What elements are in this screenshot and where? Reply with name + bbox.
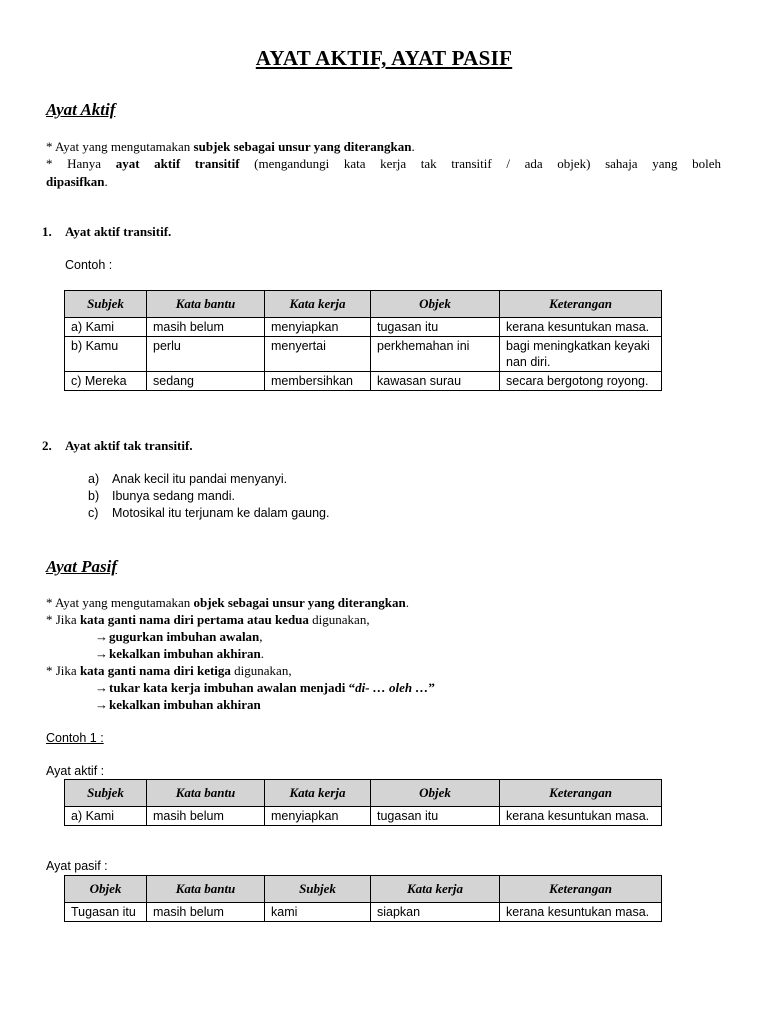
- table-cell: masih belum: [147, 903, 265, 922]
- text: ,: [259, 629, 263, 644]
- aktif-paragraph-2-line1: [46, 155, 721, 172]
- list-number-1: 1.: [42, 224, 52, 239]
- text: * Ayat yang mengutamakan: [46, 595, 194, 610]
- section-heading-aktif: Ayat Aktif: [46, 100, 116, 119]
- column-header: Kata kerja: [265, 780, 371, 807]
- list-text: Motosikal itu terjunam ke dalam gaung.: [112, 506, 330, 520]
- table-row: [65, 372, 662, 391]
- table-cell: tugasan itu: [371, 318, 500, 337]
- text: digunakan,: [230, 663, 292, 678]
- table-cell: tugasan itu: [371, 807, 500, 826]
- bold-text: ayat aktif transitif: [115, 156, 240, 171]
- table-cell: menyertai: [265, 337, 371, 372]
- table-cell: sedang: [147, 372, 265, 391]
- rule-2: [95, 645, 264, 662]
- column-header: Objek: [371, 780, 500, 807]
- text: .: [260, 646, 264, 661]
- table-cell: secara bergotong royong.: [500, 372, 662, 391]
- column-header: Subjek: [265, 876, 371, 903]
- text: * Jika: [46, 663, 80, 678]
- table-row: [65, 337, 662, 372]
- table-cell: c) Mereka: [65, 372, 147, 391]
- bold-text: dipasifkan: [46, 174, 105, 189]
- table-cell: kawasan surau: [371, 372, 500, 391]
- contoh-1-label: Contoh 1 :: [46, 731, 104, 745]
- table-cell: menyiapkan: [265, 807, 371, 826]
- column-header: Kata bantu: [147, 780, 265, 807]
- table-row: [65, 318, 662, 337]
- ayat-aktif-label: Ayat aktif :: [46, 764, 105, 778]
- column-header: Keterangan: [500, 780, 662, 807]
- arrow-right-icon: →: [95, 697, 108, 712]
- table-cell: kami: [265, 903, 371, 922]
- list-marker: c): [88, 506, 99, 520]
- aktif-paragraph-1: [46, 138, 415, 155]
- table-contoh-pasif: [64, 875, 662, 922]
- list-text: Anak kecil itu pandai menyanyi.: [112, 472, 288, 486]
- table-cell: b) Kamu: [65, 337, 147, 372]
- rule-4: [95, 696, 261, 713]
- arrow-right-icon: →: [95, 629, 108, 644]
- table-cell: a) Kami: [65, 807, 147, 826]
- column-header: Keterangan: [500, 876, 662, 903]
- list-number-2: 2.: [42, 438, 52, 453]
- pasif-paragraph-1: [46, 594, 409, 611]
- table-cell: kerana kesuntukan masa.: [500, 903, 662, 922]
- page-title: AYAT AKTIF, AYAT PASIF: [255, 46, 513, 70]
- italic-text: di- … oleh …: [355, 680, 429, 695]
- bold-text: subjek sebagai unsur yang diterangkan: [193, 139, 412, 154]
- column-header: Keterangan: [500, 291, 662, 318]
- table-cell: bagi meningkatkan keyakinan diri.: [500, 337, 662, 372]
- section-heading-pasif: Ayat Pasif: [46, 557, 117, 576]
- ayat-pasif-label: Ayat pasif :: [46, 859, 108, 873]
- table-row: [65, 903, 662, 922]
- list-marker: a): [88, 472, 100, 486]
- list-text: Ibunya sedang mandi.: [112, 489, 236, 503]
- table-cell: kerana kesuntukan masa.: [500, 807, 662, 826]
- table-cell: membersihkan: [265, 372, 371, 391]
- column-header: Objek: [371, 291, 500, 318]
- text: .: [104, 174, 108, 189]
- text: digunakan,: [308, 612, 370, 627]
- table-cell: Tugasan itu: [65, 903, 147, 922]
- bold-text: tukar kata kerja imbuhan awalan menjadi “: [109, 680, 356, 695]
- contoh-label: Contoh :: [65, 258, 113, 272]
- arrow-right-icon: →: [95, 680, 108, 695]
- column-header: Objek: [65, 876, 147, 903]
- rule-3: [95, 679, 435, 696]
- bold-text: ”: [428, 680, 435, 695]
- bold-text: gugurkan imbuhan awalan: [109, 629, 260, 644]
- table-cell: masih belum: [147, 807, 265, 826]
- table-row: [65, 807, 662, 826]
- text: * Hanya: [46, 156, 116, 171]
- bold-text: kata ganti nama diri pertama atau kedua: [79, 612, 309, 627]
- column-header: Subjek: [65, 291, 147, 318]
- pasif-paragraph-2: [46, 611, 370, 628]
- table-aktif-transitif: [64, 290, 662, 391]
- table-cell: perkhemahan ini: [371, 337, 500, 372]
- column-header: Kata bantu: [147, 876, 265, 903]
- list-label-2: Ayat aktif tak transitif.: [65, 438, 193, 453]
- column-header: Kata kerja: [371, 876, 500, 903]
- aktif-paragraph-2-line2: [46, 173, 108, 190]
- bold-text: kekalkan imbuhan akhiran: [109, 697, 261, 712]
- list-label-1: Ayat aktif transitif.: [65, 224, 172, 239]
- list-marker: b): [88, 489, 100, 503]
- table-cell: perlu: [147, 337, 265, 372]
- table-cell: siapkan: [371, 903, 500, 922]
- rule-1: [95, 628, 263, 645]
- column-header: Kata kerja: [265, 291, 371, 318]
- column-header: Subjek: [65, 780, 147, 807]
- arrow-right-icon: →: [95, 646, 108, 661]
- text: .: [411, 139, 415, 154]
- table-cell: kerana kesuntukan masa.: [500, 318, 662, 337]
- bold-text: kata ganti nama diri ketiga: [79, 663, 231, 678]
- table-cell: masih belum: [147, 318, 265, 337]
- table-cell: a) Kami: [65, 318, 147, 337]
- pasif-paragraph-3: [46, 662, 292, 679]
- text: (mengandungi kata kerja tak transitif / ada objek) sahaja yang boleh: [239, 156, 721, 171]
- table-contoh-aktif: [64, 779, 662, 826]
- text: * Jika: [46, 612, 80, 627]
- bold-text: kekalkan imbuhan akhiran: [109, 646, 261, 661]
- column-header: Kata bantu: [147, 291, 265, 318]
- bold-text: objek sebagai unsur yang diterangkan: [193, 595, 406, 610]
- table-cell: menyiapkan: [265, 318, 371, 337]
- text: .: [405, 595, 409, 610]
- text: * Ayat yang mengutamakan: [46, 139, 194, 154]
